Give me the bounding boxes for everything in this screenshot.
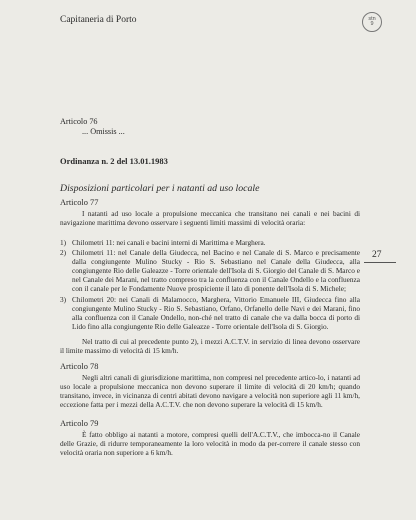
stamp-bottom-text: 9 bbox=[370, 21, 374, 27]
archive-stamp bbox=[362, 12, 382, 32]
list-item bbox=[60, 295, 360, 331]
article-79-text: È fatto obbligo ai natanti a motore, compresi quelli dell'A.C.T.V., che imbocca-no il Canale delle Grazie, di ridurre temporaneamente la loro velocità in modo da per-correre il canale stesso con velocità oraria non superiore a 6 km/h. bbox=[60, 430, 360, 458]
list-item-text: Chilometri 11: nei canali e bacini interni di Marittima e Marghera. bbox=[72, 238, 266, 247]
article-79-heading: Articolo 79 bbox=[60, 419, 99, 428]
stamp-top-text: stn bbox=[368, 15, 376, 22]
article-76-omissis: ... Omissis ... bbox=[82, 127, 125, 136]
article-78-heading: Articolo 78 bbox=[60, 362, 99, 371]
list-item-number: 3) bbox=[60, 294, 67, 304]
article-76-heading: Articolo 76 bbox=[60, 117, 98, 126]
list-item bbox=[60, 238, 360, 247]
list-item-text: Chilometri 11: nel Canale della Giudecca, nel Bacino e nel Canale di S. Marco e precisamente dalla congiungente Mulino Stucky - Rio S. Sebastiano nel Canale della Giudecca, alla congiungente Rio delle Galeazze - Torre orientale dell'Isola di S. Giorgio del Canale di S. Marco e nel Canale dei Marani, nel tratto compreso tra la confluenza con il Canale Ondello e la confluenza con il canale per le Fondamente Nuove prospiciente il lato di ponente dell'Isola di S. Michele; bbox=[72, 248, 360, 294]
list-item-number: 2) bbox=[60, 248, 67, 258]
article-77-heading: Articolo 77 bbox=[60, 198, 99, 207]
ordinanza-title: Ordinanza n. 2 del 13.01.1983 bbox=[60, 156, 168, 166]
article-78-text: Negli altri canali di giurisdizione marittima, non compresi nel precedente artico-lo, i natanti ad uso locale a propulsione meccanica non devono superare il limite di velocità di 20 km/h; quando transitano, invece, in vicinanza di centri abitati devono navigare a velocità non superiore agli 11 km/h, eccezione fatta per i mezzi della A.C.T.V. che non devono superare la velocità di 15 km/h. bbox=[60, 373, 360, 410]
article-77-intro: I natanti ad uso locale a propulsione meccanica che transitano nei canali e nei bacini di navigazione marittima devono osservare i seguenti limiti massimi di velocità oraria: bbox=[60, 209, 360, 228]
page-number: 27 bbox=[372, 250, 382, 260]
list-item-text: Chilometri 20: nei Canali di Malamocco, Marghera, Vittorio Emanuele III, Giudecca fino alla congiungente Mulino Stucky - Rio S. Sebastiano, Orfano, Orfanello delle Navi e dei Marani, fino alla confluenza con il Canale Ondello, non-ché nel tratto di canale che va dalla bocca di porto di Lido fino alla congiungente Rio delle Galeazze - Torre orientale dell'Isola di S. Giorgio. bbox=[72, 294, 360, 331]
article-77-closing: Nel tratto di cui al precedente punto 2), i mezzi A.C.T.V. in servizio di linea devono osservare il limite massimo di velocità di 15 km/h. bbox=[60, 337, 360, 356]
list-item-number: 1) bbox=[60, 238, 67, 247]
section-title: Disposizioni particolari per i natanti ad uso locale bbox=[60, 183, 260, 194]
list-item bbox=[60, 248, 360, 293]
header-title: Capitaneria di Porto bbox=[60, 15, 137, 25]
speed-limit-list bbox=[60, 238, 360, 332]
page-number-rule bbox=[364, 262, 396, 263]
